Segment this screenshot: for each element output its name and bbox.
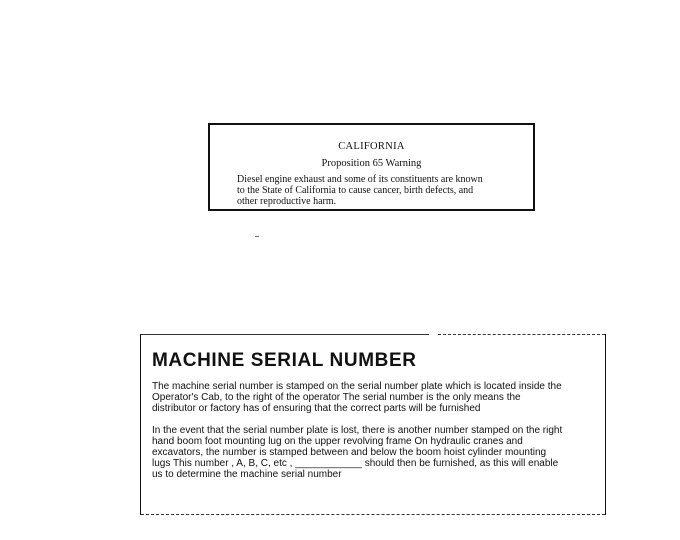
paragraph-line: distributor or factory has of ensuring that the correct parts will be furnished: [152, 403, 481, 414]
prop65-body-line: other reproductive harm.: [237, 196, 337, 207]
box-top-edge-dashed: [438, 334, 605, 335]
prop65-title: CALIFORNIA: [338, 141, 405, 152]
box-top-edge: [141, 334, 429, 335]
stray-mark: [255, 236, 259, 237]
serial-paragraph-lost-plate: [152, 425, 562, 480]
prop65-body-line: Diesel engine exhaust and some of its constituents are known: [237, 174, 483, 185]
prop65-warning-box: [208, 123, 535, 211]
paragraph-line: hand boom foot mounting lug on the upper revolving frame On hydraulic cranes and: [152, 436, 523, 447]
serial-heading: MACHINE SERIAL NUMBER: [152, 350, 417, 371]
paragraph-line: In the event that the serial number plate is lost, there is another number stamped on the right: [152, 425, 563, 436]
paragraph-line: lugs This number , A, B, C, etc , ____________ should then be furnished, as this will enable: [152, 458, 559, 469]
paragraph-line: The machine serial number is stamped on the serial number plate which is located inside the: [152, 381, 562, 392]
prop65-subtitle: Proposition 65 Warning: [321, 158, 422, 169]
box-bottom-edge: [141, 514, 605, 515]
serial-paragraph-location: [152, 381, 562, 414]
paragraph-line: Operator's Cab, to the right of the operator The serial number is the only means the: [152, 392, 521, 403]
paragraph-line: excavators, the number is stamped between and below the boom hoist cylinder mounting: [152, 447, 547, 458]
prop65-body: [237, 174, 519, 207]
machine-serial-number-box: [140, 334, 606, 515]
prop65-body-line: to the State of California to cause cancer, birth defects, and: [237, 185, 474, 196]
paragraph-line: us to determine the machine serial number: [152, 469, 342, 480]
